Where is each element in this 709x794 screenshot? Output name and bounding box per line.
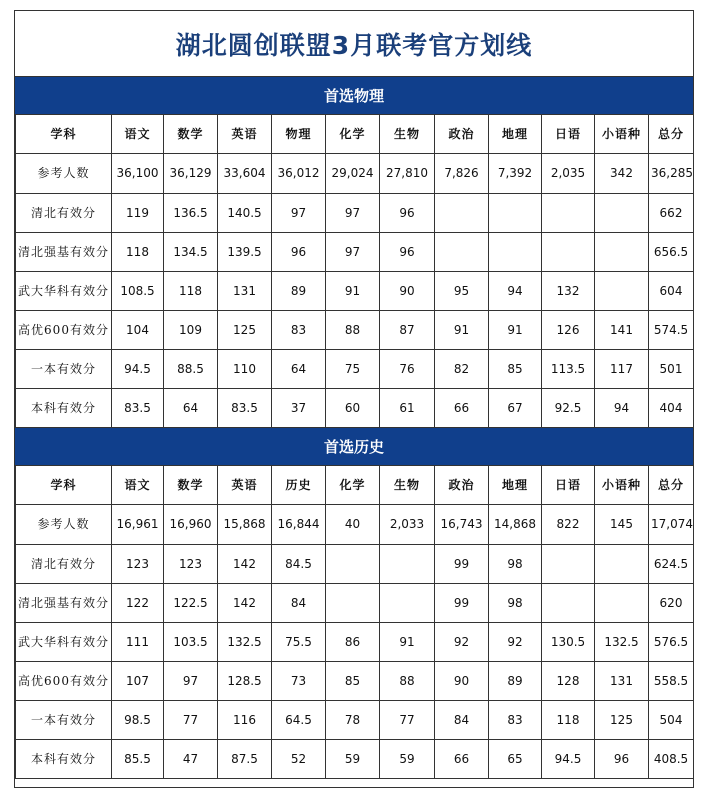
table-cell: 82: [435, 350, 489, 389]
table-cell: 140.5: [218, 194, 272, 233]
table-cell: 117: [595, 350, 649, 389]
table-cell: 87.5: [218, 740, 272, 779]
column-header: 地理: [489, 115, 542, 154]
row-label: 清北有效分: [16, 545, 112, 584]
table-row: [16, 194, 694, 233]
table-cell: 16,961: [112, 505, 164, 545]
table-cell: 64: [272, 350, 326, 389]
table-cell: 126: [542, 311, 595, 350]
table-cell: 7,826: [435, 154, 489, 194]
table-cell: 94: [595, 389, 649, 428]
column-header: 英语: [218, 466, 272, 505]
table-cell: 97: [326, 233, 380, 272]
column-header: 生物: [380, 466, 435, 505]
table-cell: 84.5: [272, 545, 326, 584]
table-cell: [326, 584, 380, 623]
table-cell: 90: [435, 662, 489, 701]
table-cell: [326, 545, 380, 584]
column-header: 语文: [112, 115, 164, 154]
table-cell: 132: [542, 272, 595, 311]
table-cell: 94.5: [542, 740, 595, 779]
table-cell: 86: [326, 623, 380, 662]
table-cell: 576.5: [649, 623, 694, 662]
table-cell: 66: [435, 740, 489, 779]
table-cell: 15,868: [218, 505, 272, 545]
table-cell: [542, 194, 595, 233]
table-cell: 78: [326, 701, 380, 740]
table-cell: 61: [380, 389, 435, 428]
table-cell: 142: [218, 584, 272, 623]
section-history: [15, 428, 693, 779]
row-label: 清北有效分: [16, 194, 112, 233]
row-label: 参考人数: [16, 505, 112, 545]
column-header: 学科: [16, 115, 112, 154]
table-cell: 83: [272, 311, 326, 350]
table-cell: 7,392: [489, 154, 542, 194]
table-cell: 27,810: [380, 154, 435, 194]
table-cell: 116: [218, 701, 272, 740]
section-header: 首选历史: [15, 428, 693, 465]
table-cell: 96: [380, 233, 435, 272]
row-label: 清北强基有效分: [16, 233, 112, 272]
column-header: 化学: [326, 466, 380, 505]
table-cell: 91: [489, 311, 542, 350]
table-cell: 131: [595, 662, 649, 701]
table-cell: 91: [326, 272, 380, 311]
column-header: 小语种: [595, 115, 649, 154]
column-header: 语文: [112, 466, 164, 505]
table-cell: [380, 584, 435, 623]
column-header: 总分: [649, 115, 694, 154]
table-cell: 33,604: [218, 154, 272, 194]
table-cell: 88: [326, 311, 380, 350]
table-cell: 91: [380, 623, 435, 662]
table-cell: 136.5: [164, 194, 218, 233]
table-cell: 96: [272, 233, 326, 272]
table-cell: 75.5: [272, 623, 326, 662]
table-cell: 97: [272, 194, 326, 233]
table-row: [16, 545, 694, 584]
table-cell: 90: [380, 272, 435, 311]
column-header: 数学: [164, 115, 218, 154]
table-row: [16, 154, 694, 194]
row-label: 清北强基有效分: [16, 584, 112, 623]
table-cell: 87: [380, 311, 435, 350]
table-cell: 99: [435, 584, 489, 623]
table-cell: [595, 272, 649, 311]
table-cell: [435, 194, 489, 233]
table-cell: 36,129: [164, 154, 218, 194]
table-cell: 656.5: [649, 233, 694, 272]
table-cell: 128: [542, 662, 595, 701]
row-label: 一本有效分: [16, 701, 112, 740]
table-cell: 130.5: [542, 623, 595, 662]
table-cell: 107: [112, 662, 164, 701]
column-header: 地理: [489, 466, 542, 505]
table-row: [16, 740, 694, 779]
table-cell: 99: [435, 545, 489, 584]
table-cell: 83.5: [218, 389, 272, 428]
table-cell: 122.5: [164, 584, 218, 623]
table-cell: 40: [326, 505, 380, 545]
table-cell: 84: [272, 584, 326, 623]
table-cell: 47: [164, 740, 218, 779]
table-cell: 14,868: [489, 505, 542, 545]
table-cell: 66: [435, 389, 489, 428]
table-cell: 16,743: [435, 505, 489, 545]
table-cell: 98: [489, 584, 542, 623]
table-cell: 145: [595, 505, 649, 545]
row-label: 本科有效分: [16, 740, 112, 779]
column-header: 生物: [380, 115, 435, 154]
table-cell: 558.5: [649, 662, 694, 701]
table-cell: 36,012: [272, 154, 326, 194]
row-label: 武大华科有效分: [16, 272, 112, 311]
table-cell: 16,960: [164, 505, 218, 545]
column-header: 英语: [218, 115, 272, 154]
table-cell: 408.5: [649, 740, 694, 779]
table-cell: [542, 233, 595, 272]
table-row: [16, 701, 694, 740]
table-cell: 92.5: [542, 389, 595, 428]
score-sheet: [14, 10, 694, 788]
table-cell: [489, 194, 542, 233]
table-row: [16, 505, 694, 545]
column-header: 政治: [435, 115, 489, 154]
row-label: 一本有效分: [16, 350, 112, 389]
table-cell: [595, 584, 649, 623]
table-cell: 111: [112, 623, 164, 662]
table-cell: 36,100: [112, 154, 164, 194]
table-cell: [489, 233, 542, 272]
table-cell: 103.5: [164, 623, 218, 662]
table-row: [16, 584, 694, 623]
table-cell: 96: [380, 194, 435, 233]
column-header: 小语种: [595, 466, 649, 505]
table-cell: 132.5: [218, 623, 272, 662]
table-cell: 118: [542, 701, 595, 740]
table-cell: 52: [272, 740, 326, 779]
table-cell: 142: [218, 545, 272, 584]
table-cell: 118: [112, 233, 164, 272]
table-cell: 88: [380, 662, 435, 701]
table-cell: 37: [272, 389, 326, 428]
table-cell: 131: [218, 272, 272, 311]
table-cell: 141: [595, 311, 649, 350]
table-cell: 128.5: [218, 662, 272, 701]
column-header: 数学: [164, 466, 218, 505]
table-cell: 504: [649, 701, 694, 740]
table-cell: 2,035: [542, 154, 595, 194]
table-cell: 125: [218, 311, 272, 350]
column-header: 学科: [16, 466, 112, 505]
score-table: [15, 114, 694, 428]
row-label: 本科有效分: [16, 389, 112, 428]
row-label: 武大华科有效分: [16, 623, 112, 662]
section-physics: [15, 77, 693, 428]
table-cell: 95: [435, 272, 489, 311]
column-header: 日语: [542, 115, 595, 154]
table-cell: 64: [164, 389, 218, 428]
table-cell: 624.5: [649, 545, 694, 584]
table-cell: 104: [112, 311, 164, 350]
table-cell: 91: [435, 311, 489, 350]
table-cell: 822: [542, 505, 595, 545]
table-cell: [435, 233, 489, 272]
table-cell: 123: [164, 545, 218, 584]
table-cell: 60: [326, 389, 380, 428]
table-cell: [542, 584, 595, 623]
table-cell: 92: [489, 623, 542, 662]
table-cell: 98: [489, 545, 542, 584]
table-cell: [595, 233, 649, 272]
table-cell: 29,024: [326, 154, 380, 194]
table-cell: 84: [435, 701, 489, 740]
table-cell: [595, 545, 649, 584]
table-cell: 65: [489, 740, 542, 779]
table-cell: 134.5: [164, 233, 218, 272]
table-row: [16, 233, 694, 272]
column-header: 日语: [542, 466, 595, 505]
column-header: 物理: [272, 115, 326, 154]
table-cell: 64.5: [272, 701, 326, 740]
table-cell: 89: [489, 662, 542, 701]
table-cell: 75: [326, 350, 380, 389]
column-header: 总分: [649, 466, 694, 505]
table-cell: 83: [489, 701, 542, 740]
table-cell: 122: [112, 584, 164, 623]
column-header: 历史: [272, 466, 326, 505]
table-cell: 36,285: [649, 154, 694, 194]
table-cell: 108.5: [112, 272, 164, 311]
table-cell: 110: [218, 350, 272, 389]
table-cell: 88.5: [164, 350, 218, 389]
row-label: 参考人数: [16, 154, 112, 194]
row-label: 高优600有效分: [16, 311, 112, 350]
table-cell: 404: [649, 389, 694, 428]
section-header: 首选物理: [15, 77, 693, 114]
table-cell: 77: [164, 701, 218, 740]
table-cell: 119: [112, 194, 164, 233]
table-cell: 97: [326, 194, 380, 233]
table-cell: 59: [326, 740, 380, 779]
table-cell: 97: [164, 662, 218, 701]
table-row: [16, 389, 694, 428]
table-cell: 2,033: [380, 505, 435, 545]
row-label: 高优600有效分: [16, 662, 112, 701]
table-cell: 16,844: [272, 505, 326, 545]
table-cell: [380, 545, 435, 584]
table-row: [16, 623, 694, 662]
table-cell: 132.5: [595, 623, 649, 662]
table-cell: 113.5: [542, 350, 595, 389]
table-row: [16, 662, 694, 701]
table-cell: 67: [489, 389, 542, 428]
score-table: [15, 465, 694, 779]
table-cell: 118: [164, 272, 218, 311]
page-title: 湖北圆创联盟3月联考官方划线: [15, 11, 693, 77]
table-cell: [595, 194, 649, 233]
table-cell: 662: [649, 194, 694, 233]
table-cell: 85: [489, 350, 542, 389]
table-row: [16, 311, 694, 350]
table-cell: 125: [595, 701, 649, 740]
table-cell: 501: [649, 350, 694, 389]
table-cell: 139.5: [218, 233, 272, 272]
table-cell: 59: [380, 740, 435, 779]
table-cell: 83.5: [112, 389, 164, 428]
header-row: [16, 115, 694, 154]
table-cell: 98.5: [112, 701, 164, 740]
table-row: [16, 272, 694, 311]
table-cell: 17,074: [649, 505, 694, 545]
table-cell: 73: [272, 662, 326, 701]
table-cell: 574.5: [649, 311, 694, 350]
column-header: 化学: [326, 115, 380, 154]
header-row: [16, 466, 694, 505]
table-cell: 89: [272, 272, 326, 311]
column-header: 政治: [435, 466, 489, 505]
table-cell: 85.5: [112, 740, 164, 779]
table-cell: 94.5: [112, 350, 164, 389]
table-cell: 92: [435, 623, 489, 662]
table-cell: 96: [595, 740, 649, 779]
table-cell: 342: [595, 154, 649, 194]
table-cell: 94: [489, 272, 542, 311]
table-cell: 109: [164, 311, 218, 350]
table-row: [16, 350, 694, 389]
table-cell: 76: [380, 350, 435, 389]
table-cell: 77: [380, 701, 435, 740]
table-cell: [542, 545, 595, 584]
table-cell: 604: [649, 272, 694, 311]
table-cell: 85: [326, 662, 380, 701]
table-cell: 620: [649, 584, 694, 623]
table-cell: 123: [112, 545, 164, 584]
